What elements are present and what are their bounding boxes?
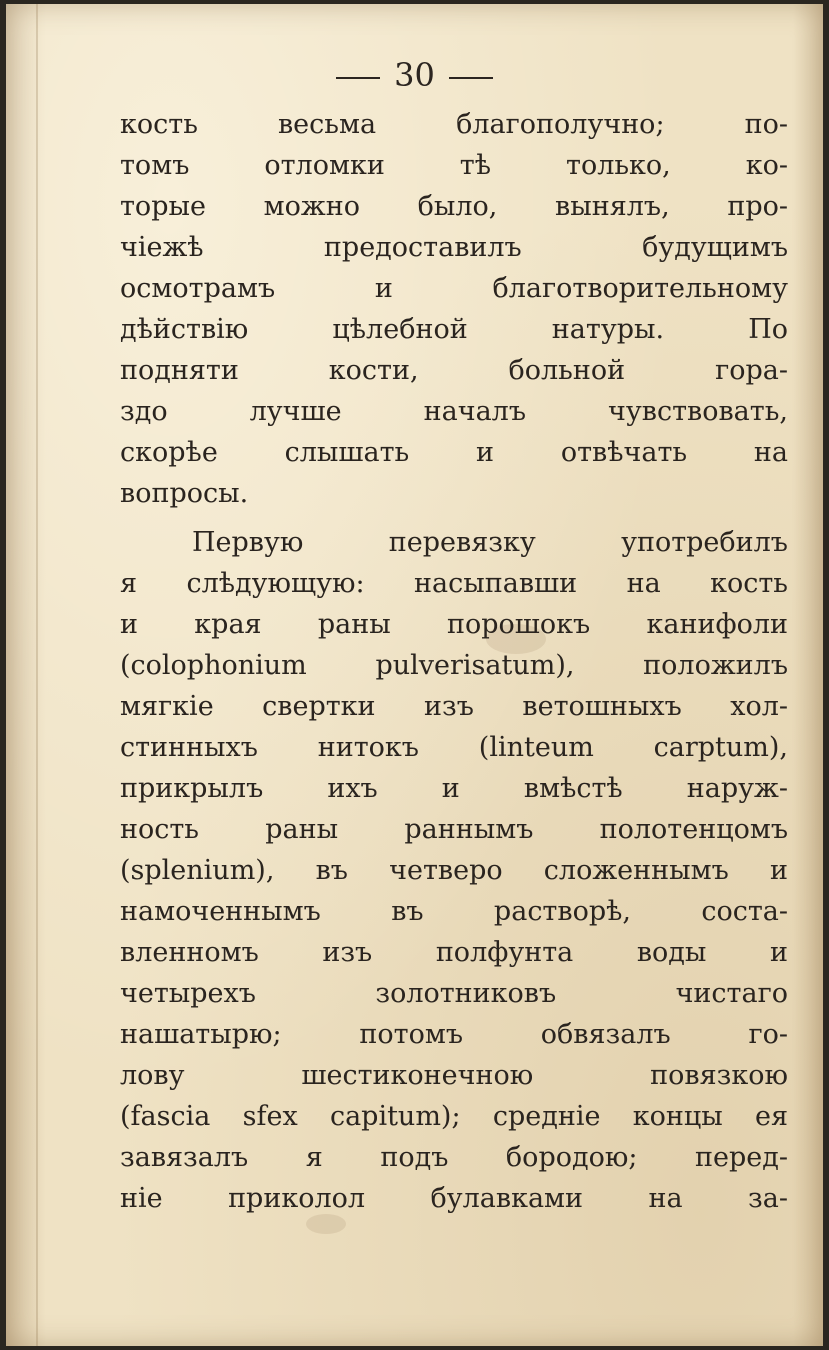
text-line: прикрылъ ихъ и вмѣстѣ наруж- — [120, 773, 788, 804]
text-line: (fascia sfex capitum); средніе концы ея — [120, 1101, 788, 1132]
text-line: торые можно было, вынялъ, про- — [120, 191, 788, 222]
text-line: я слѣдующую: насыпавши на кость — [120, 568, 788, 599]
text-line: ніе приколол булавками на за- — [120, 1183, 788, 1214]
text-line: осмотрамъ и благотворительному — [120, 273, 788, 304]
text-line: и края раны порошокъ канифоли — [120, 609, 788, 640]
text-line: кость весьма благополучно; по- — [120, 109, 788, 140]
page-number: 30 — [394, 56, 435, 94]
text-line: намоченнымъ въ растворѣ, соста- — [120, 896, 788, 927]
body-text — [120, 104, 788, 1219]
page-gutter — [36, 4, 38, 1346]
text-line: вопросы. — [120, 478, 249, 509]
text-line: Первую перевязку употребилъ — [192, 527, 788, 558]
paragraph-1 — [120, 104, 788, 514]
text-line: нашатырю; потомъ обвязалъ го- — [120, 1019, 788, 1050]
text-line: чіежѣ предоставилъ будущимъ — [120, 232, 788, 263]
page-number-header — [6, 56, 823, 94]
text-line: (splenium), въ четверо сложеннымъ и — [120, 855, 788, 886]
text-line: завязалъ я подъ бородою; перед- — [120, 1142, 788, 1173]
text-line: (colophonium pulverisatum), положилъ — [120, 650, 788, 681]
text-line: вленномъ изъ полфунта воды и — [120, 937, 788, 968]
paragraph-2 — [120, 522, 788, 1219]
text-line: томъ отломки тѣ только, ко- — [120, 150, 788, 181]
header-dash-left — [336, 77, 380, 79]
text-line: подняти кости, больной гора- — [120, 355, 788, 386]
text-line: ность раны раннымъ полотенцомъ — [120, 814, 788, 845]
text-line: стинныхъ нитокъ (linteum carptum), — [120, 732, 788, 763]
text-line: дѣйствію цѣлебной натуры. По — [120, 314, 788, 345]
header-dash-right — [449, 77, 493, 79]
text-line: здо лучше началъ чувствовать, — [120, 396, 788, 427]
text-line: лову шестиконечною повязкою — [120, 1060, 788, 1091]
text-line: четырехъ золотниковъ чистаго — [120, 978, 788, 1009]
text-line: скорѣе слышать и отвѣчать на — [120, 437, 788, 468]
book-page — [6, 4, 823, 1346]
text-line: мягкіе свертки изъ ветошныхъ хол- — [120, 691, 788, 722]
